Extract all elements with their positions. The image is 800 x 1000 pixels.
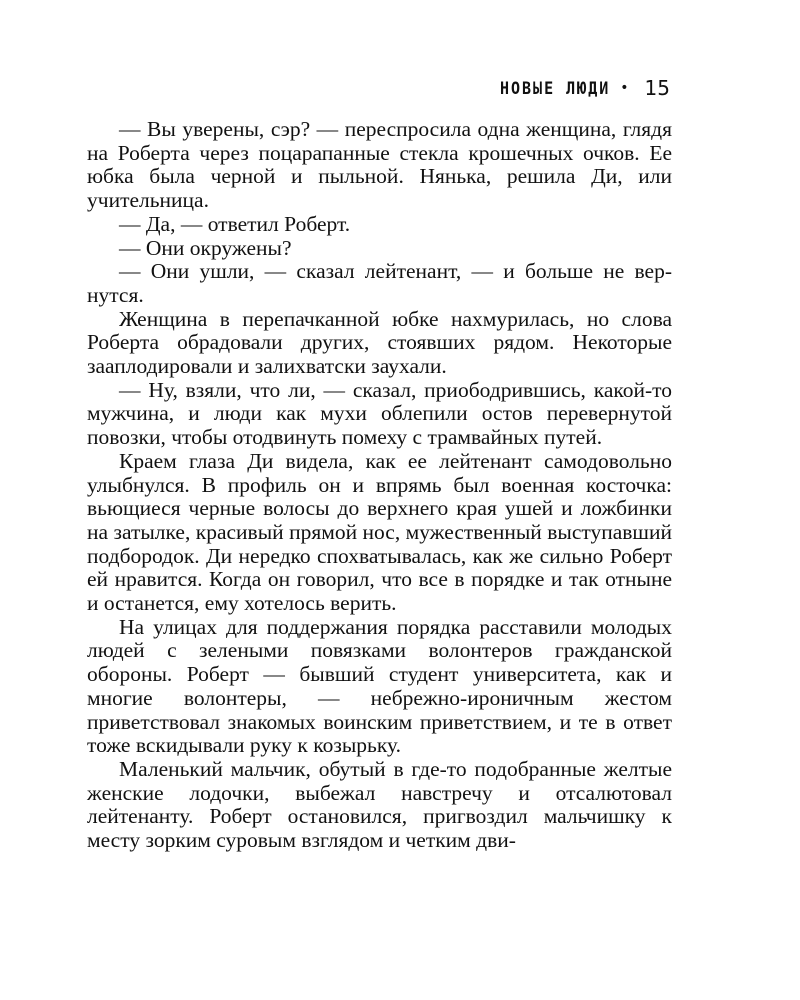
paragraph: Краем глаза Ди видела, как ее лейтенант самодовольно улыбнулся. В профиль он и впрямь был военная косточка: вьющиеся черные волосы до верхнего края ушей и ложбинки на затылке, красивый прямой нос, мужественный выступавший подбородок. Ди нередко спохватывалась, как же сильно Роберт ей нравится. Когда он говорил, что все в порядке и так отныне и останется, ему хотелось верить. <box>87 448 672 616</box>
paragraph: Маленький мальчик, обутый в где-то подобранные желтые женские лодочки, выбежал навстречу и отсалютовал лейтенанту. Роберт остановился, пригвоздил мальчишку к месту зорким суровым взглядом и четким дви- <box>87 756 672 853</box>
paragraph: — Ну, взяли, что ли, — сказал, приободрившись, какой-то мужчина, и люди как мухи облепили остов перевернутой повозки, чтобы отодвинуть помеху с трамвайных путей. <box>87 377 672 450</box>
paragraph: — Они окружены? <box>119 235 292 260</box>
paragraph: Женщина в перепачканной юбке нахмурилась, но слова Роберта обрадовали других, стоявших рядом. Некоторые зааплодировали и залихватски заухали. <box>87 306 672 379</box>
running-title: НОВЫЕ ЛЮДИ <box>499 77 611 99</box>
page-number: 15 <box>644 76 670 100</box>
running-header <box>500 76 670 100</box>
paragraph: — Да, — ответил Роберт. <box>119 211 351 236</box>
paragraph: — Вы уверены, сэр? — переспросила одна женщина, глядя на Роберта через поцарапанные стекла крошечных очков. Ее юбка была черной и пыльной. Нянька, решила Ди, или учительница. <box>87 117 672 213</box>
bullet-separator-icon: • <box>620 80 629 96</box>
paragraph: На улицах для поддержания порядка расставили молодых людей с зелеными повязками волонтеров гражданской обороны. Роберт — бывший студент университета, как и многие волонтеры, — небрежно-ироничным жестом приветствовал знакомых воинским приветствием, и те в ответ тоже вскидывали руку к козырьку. <box>87 614 672 758</box>
body-text <box>87 118 672 853</box>
paragraph: — Они ушли, — сказал лейтенант, — и больше не вернутся. <box>87 259 672 307</box>
